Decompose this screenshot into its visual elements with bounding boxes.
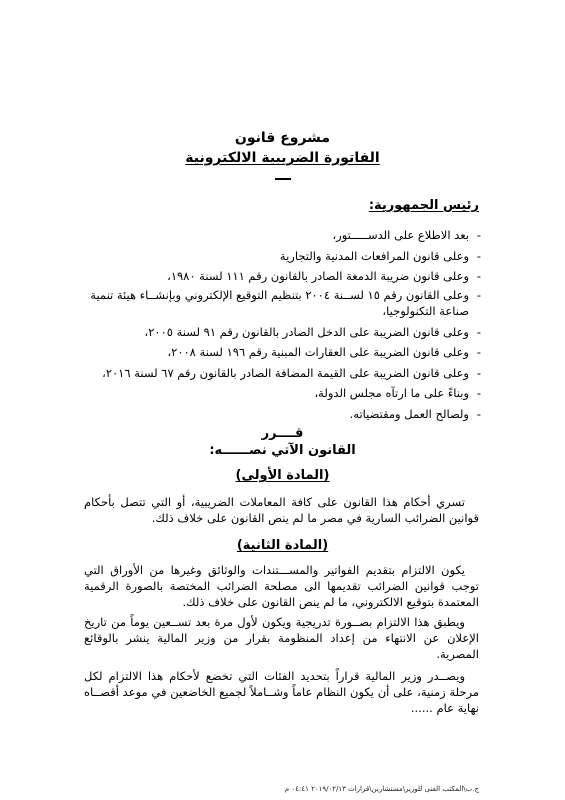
decree-word: قــــرر (261, 426, 304, 441)
article-1-paragraph: تسري أحكام هذا القانون على كافة المعاملات الضريبية، أو التي تتصل بأحكام قوانين الضرائب السارية في مصر ما لم ينص القانون على خلاف ذلك. (84, 495, 479, 525)
president-heading: رئيس الجمهورية: (368, 198, 479, 213)
bullet-dash: - (476, 386, 481, 400)
bullet-dash: - (476, 269, 481, 283)
decree-block (0, 425, 565, 460)
bullet-dash: - (476, 365, 481, 380)
bullet-dash: - (476, 345, 481, 359)
doc-title-line-1: مشروع قانون (234, 130, 331, 146)
bullet-dash: - (476, 228, 481, 242)
recital-item: - وعلى قانون الضريبة على القيمة المضافة الصادر بالقانون رقم ٦٧ لسنة ٢٠١٦، (81, 363, 481, 384)
recital-item: - ولصالح العمل ومقتضياته. (81, 404, 481, 425)
bullet-dash: - (476, 324, 481, 339)
article-1-heading: (المادة الأولى) (235, 468, 330, 483)
title-block (0, 128, 565, 180)
decree-intro: القانون الآتي نصــــــه: (209, 443, 356, 458)
recital-item: - وبناءً على ما ارتآه مجلس الدولة، (81, 383, 481, 404)
bullet-dash: - (476, 406, 481, 421)
title-divider (275, 178, 291, 180)
article-2-paragraph-3: ويصــدر وزير المالية قراراً بتحديد الفئات التي تخضع لأحكام هذا الالتزام لكل مرحلة زمنية، على أن يكون النظام عاماً وشــاملاً لجميع الخاضعين في موعد أقصــاه نهاية عام ...... (84, 669, 479, 715)
recital-item: - وعلى قانون الضريبة على العقارات المبنية رقم ١٩٦ لسنة ٢٠٠٨، (81, 342, 481, 363)
recital-item: - وعلى القانون رقم ١٥ لســنة ٢٠٠٤ بتنظيم التوقيع الإلكتروني وبإنشــاء هيئة تنمية صناعة التكنولوجيا، (90, 287, 481, 318)
recital-item: - بعد الاطلاع على الدســـــتور، (81, 225, 481, 246)
recital-item: - وعلى قانون ضريبة الدمغة الصادر بالقانون رقم ١١١ لسنة ١٩٨٠، (81, 266, 481, 287)
bullet-dash: - (476, 287, 481, 302)
footer-file-path: ج.ب\المكتب الفنى للوزير\مستشارين\قرارات ٢٠١٩/٠٢/١٣ ٠٤:٤١ م (284, 785, 479, 793)
article-2-heading: (المادة الثانية) (236, 538, 329, 553)
article-2-paragraph-1: يكون الالتزام بتقديم الفواتير والمســـتندات والوثائق وغيرها من الأوراق التي توجب قوانين الضرائب تقديمها الى مصلحة الضرائب المختصة بالصورة الرقمية المعتمدة بتوقيع الالكتروني، ما لم ينص القانون على خلاف ذلك. (84, 563, 479, 609)
doc-title-line-2: الفاتورة الضريبية الالكترونية (185, 150, 380, 166)
article-2-paragraph-2: ويطبق هذا الالتزام بصــورة تدريجية ويكون لأول مرة بعد تســعين يوماً من تاريخ الإعلان عن الانتهاء من إعداد المنظومة بقرار من وزير المالية ينشر بالوقائع المصرية. (84, 615, 479, 661)
recital-item: - وعلى قانون الضريبة على الدخل الصادر بالقانون رقم ٩١ لسنة ٢٠٠٥، (81, 322, 481, 343)
recitals-list (81, 225, 481, 424)
bullet-dash: - (476, 248, 481, 263)
recital-item: - وعلى قانون المرافعات المدنية والتجارية (81, 246, 481, 267)
